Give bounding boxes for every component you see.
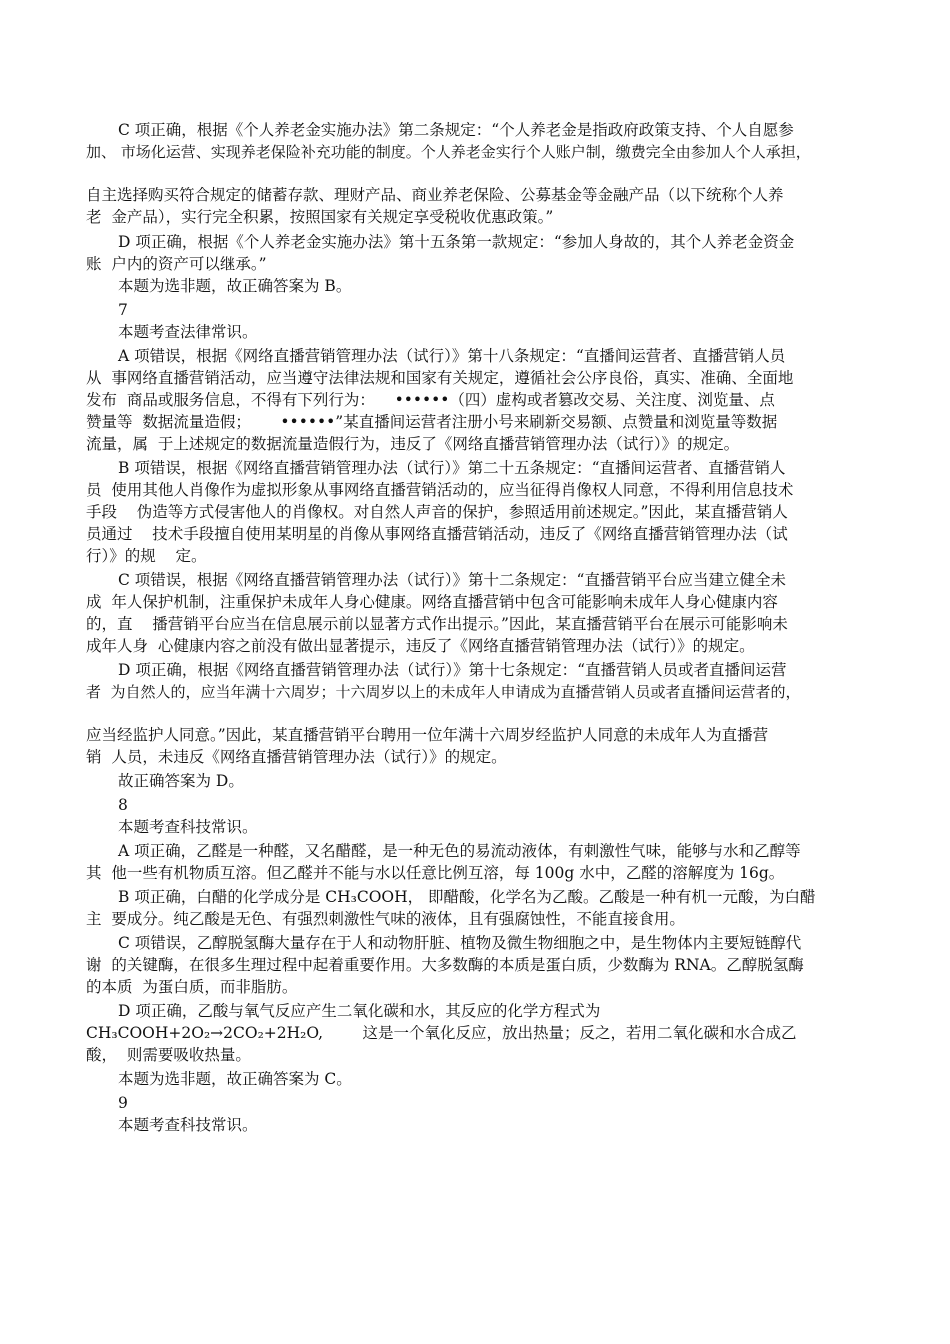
question-number: 9 <box>118 1094 128 1112</box>
text-line: 者 为自然人的，应当年满十六周岁；十六周岁以上的未成年人申请成为直播营销人员或者直播间运营者的， <box>86 683 801 701</box>
answer-line: 故正确答案为 D。 <box>118 772 244 790</box>
text-line: 其 他一些有机物质互溶。但乙醛并不能与水以任意比例互溶，每 100g 水中，乙醛的溶解度为 16g。 <box>86 864 785 882</box>
text-line: C 项错误，根据《网络直播营销管理办法（试行）》第十二条规定：“直播营销平台应当建立健全未 <box>118 571 786 589</box>
text-line: 自主选择购买符合规定的储蓄存款、理财产品、商业养老保险、公募基金等金融产品（以下统称个人养 <box>86 186 784 204</box>
text-line: 成年人身 心健康内容之前没有做出显著提示，违反了《网络直播营销管理办法（试行）》的规定。 <box>86 637 755 655</box>
text-line: 手段 伪造等方式侵害他人的肖像权。对自然人声音的保护，参照适用前述规定。”因此，某直播营销人 <box>86 503 788 521</box>
text-line: 的，直 播营销平台应当在信息展示前以显著方式作出提示。”因此，某直播营销平台在展示可能影响未 <box>86 615 788 633</box>
answer-line: 本题为选非题，故正确答案为 B。 <box>118 277 352 295</box>
text-line: A 项错误，根据《网络直播营销管理办法（试行）》第十八条规定：“直播间运营者、直播营销人员 <box>118 347 786 365</box>
topic-line: 本题考查科技常识。 <box>118 818 258 836</box>
text-line: 员通过 技术手段擅自使用某明星的肖像从事网络直播营销活动，违反了《网络直播营销管理办法（试 <box>86 525 788 543</box>
text-line: 成 年人保护机制，注重保护未成年人身心健康。网络直播营销中包含可能影响未成年人身心健康内容 <box>86 593 778 611</box>
text-line: 从 事网络直播营销活动，应当遵守法律法规和国家有关规定，遵循社会公序良俗，真实、准确、全面地 <box>86 369 794 387</box>
topic-line: 本题考查科技常识。 <box>118 1116 258 1134</box>
text-line: C 项错误，乙醇脱氢酶大量存在于人和动物肝脏、植物及微生物细胞之中，是生物体内主要短链醇代 <box>118 934 802 952</box>
text-line: 的本质 为蛋白质，而非脂肪。 <box>86 978 298 996</box>
text-line: 发布 商品或服务信息，不得有下列行为： ••••••（四）虚构或者篡改交易、关注度、浏览量、点 <box>86 391 775 409</box>
text-line: 加、 市场化运营、实现养老保险补充功能的制度。个人养老金实行个人账户制，缴费完全由参加人个人承担， <box>86 143 811 161</box>
answer-line: 本题为选非题，故正确答案为 C。 <box>118 1070 352 1088</box>
text-line: 赞量等 数据流量造假； ••••••”某直播间运营者注册小号来刷新交易额、点赞量和浏览量等数据 <box>86 413 778 431</box>
text-line: D 项正确，乙酸与氧气反应产生二氧化碳和水，其反应的化学方程式为 <box>118 1002 601 1020</box>
text-line: A 项正确，乙醛是一种醛，又名醋醛，是一种无色的易流动液体，有刺激性气味，能够与水和乙醇等 <box>118 842 801 860</box>
text-line: 主 要成分。纯乙酸是无色、有强烈刺激性气味的液体，且有强腐蚀性，不能直接食用。 <box>86 910 685 928</box>
text-line: 应当经监护人同意。”因此，某直播营销平台聘用一位年满十六周岁经监护人同意的未成年人为直播营 <box>86 726 769 744</box>
text-line: 老 金产品），实行完全积累，按照国家有关规定享受税收优惠政策。” <box>86 208 554 226</box>
text-line: 谢 的关键酶，在很多生理过程中起着重要作用。大多数酶的本质是蛋白质，少数酶为 RNA。乙醇脱氢酶 <box>86 956 804 974</box>
text-line: D 项正确，根据《网络直播营销管理办法（试行）》第十七条规定：“直播营销人员或者直播间运营 <box>118 661 787 679</box>
text-line: C 项正确，根据《个人养老金实施办法》第二条规定：“个人养老金是指政府政策支持、个人自愿参 <box>118 121 794 139</box>
text-line: 账 户内的资产可以继承。” <box>86 255 267 273</box>
text-line: 员 使用其他人肖像作为虚拟形象从事网络直播营销活动的，应当征得肖像权人同意，不得利用信息技术 <box>86 481 794 499</box>
question-number: 8 <box>118 796 128 814</box>
text-line: B 项错误，根据《网络直播营销管理办法（试行）》第二十五条规定：“直播间运营者、直播营销人 <box>118 459 786 477</box>
equation-line: CH₃COOH+2O₂→2CO₂+2H₂O, 这是一个氧化反应，放出热量；反之，若用二氧化碳和水合成乙 <box>86 1024 797 1042</box>
text-line: B 项正确，白醋的化学成分是 CH₃COOH， 即醋酸，化学名为乙酸。乙酸是一种有机一元酸，为白醋 <box>118 888 816 906</box>
text-line: 酸， 则需要吸收热量。 <box>86 1046 251 1064</box>
question-number: 7 <box>118 301 128 319</box>
text-line: 行）》的规 定。 <box>86 547 207 565</box>
topic-line: 本题考查法律常识。 <box>118 323 258 341</box>
text-line: 销 人员，未违反《网络直播营销管理办法（试行）》的规定。 <box>86 748 507 766</box>
text-line: 流量，属 于上述规定的数据流量造假行为，违反了《网络直播营销管理办法（试行）》的规定。 <box>86 435 740 453</box>
text-line: D 项正确，根据《个人养老金实施办法》第十五条第一款规定：“参加人身故的，其个人养老金资金 <box>118 233 795 251</box>
